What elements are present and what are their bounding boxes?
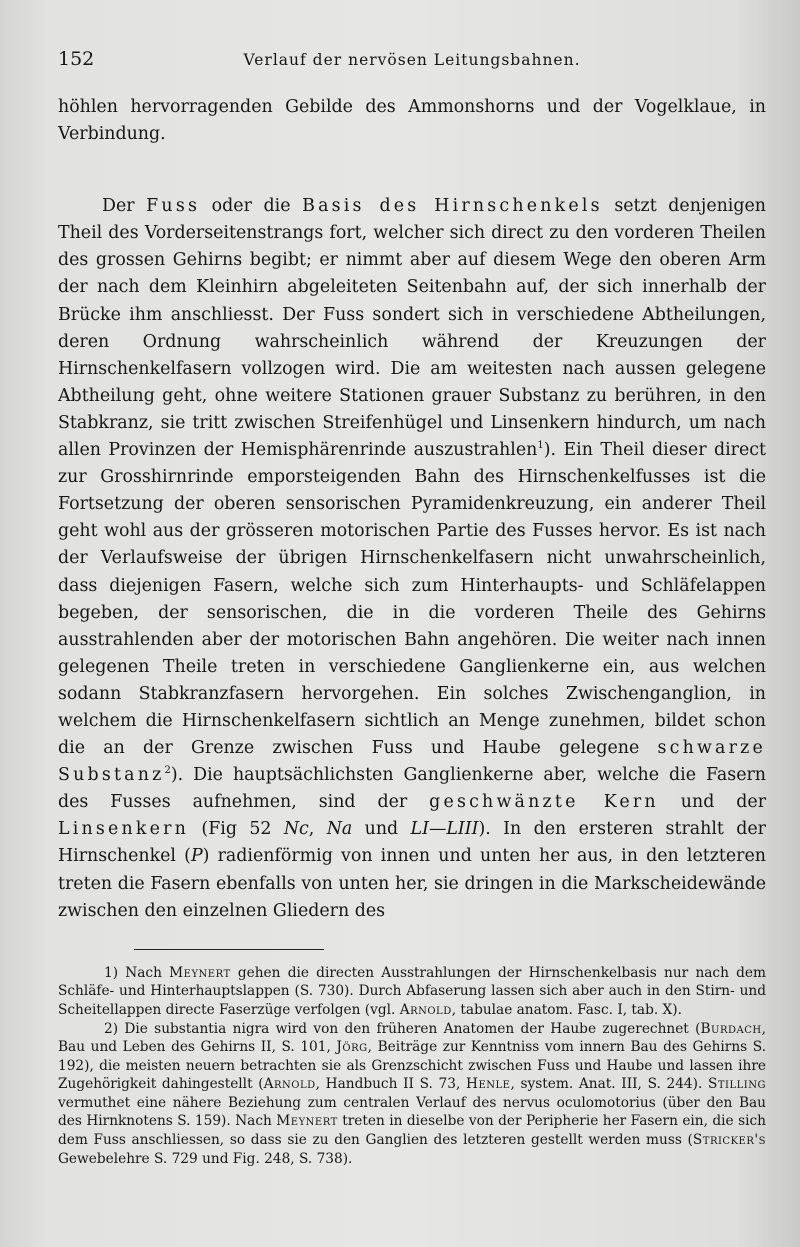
running-head: Verlauf der nervösen Leitungsbahnen. [243,51,581,69]
footnote-2: 2) Die substantia nigra wird von den früheren Anatomen der Haube zugerechnet (Burdach, Bau und Leben des Gehirns II, S. 101, Jörg, Beiträge zur Kenntniss vom innern Bau des Gehirns S. 192), die meisten neuern betrachten sie als Grenzschicht zwischen Fuss und Haube und lassen ihre Zugehörigkeit dahingestellt (Arnold, Handbuch II S. 73, Henle, system. Anat. III, S. 244). Stilling vermuthet eine nähere Beziehung zum centralen Verlauf des nervus oculomotorius (über den Bau des Hirnknotens S. 159). Nach Meynert treten in dieselbe von der Peripherie her Fasern ein, die sich dem Fuss anschliessen, so dass sie zu den Ganglien des letzteren gestellt werden muss (Stricker's Gewebelehre S. 729 und Fig. 248, S. 738). [58,1020,766,1167]
page-number: 152 [58,48,95,70]
spaced-term-geschwaenzte-kern: geschwänzte Kern [429,792,659,813]
continued-paragraph: höhlen hervorragenden Gebilde des Ammonshorns und der Vogelklaue, in Verbindung. [58,97,766,145]
figure-label-nc: Nc [283,819,309,840]
figure-label-na: Na [326,819,353,840]
footnotes [58,964,766,1169]
footnote-1: 1) Nach Meynert gehen die directen Ausstrahlungen der Hirnschenkelbasis nur nach dem Schläfe- und Hinterhauptslappen (S. 730). Durch Abfaserung lassen sich aber auch in den Stirn- und Scheitellappen directe Faserzüge verfolgen (vgl. Arnold, tabulae anatom. Fasc. I, tab. X). [58,964,766,1018]
spaced-term-linsenkern: Linsenkern [58,819,190,840]
spaced-term-basis: Basis des Hirnschenkels [302,196,603,217]
figure-label-p: P [190,846,203,867]
paragraph-hirnschenkel: Der Fuss oder die Basis des Hirnschenkels setzt denjenigen Theil des Vorderseitenstrangs fort, welcher sich direct zu den vorderen Theilen des grossen Gehirns begibt; er nimmt aber auf diesem Wege den oberen Arm der nach dem Kleinhirn abgeleiteten Seitenbahn auf, der sich innerhalb der Brücke ihm anschliesst. Der Fuss sondert sich in verschiedene Abtheilungen, deren Ordnung wahrscheinlich während der Kreuzungen der Hirnschenkelfasern vollzogen wird. Die am weitesten nach aussen gelegene Abtheilung geht, ohne weitere Stationen grauer Substanz zu berühren, in den Stabkranz, sie tritt zwischen Streifenhügel und Linsenkern hindurch, um nach allen Provinzen der Hemisphärenrinde auszustrahlen$^1$). Ein Theil dieser direct zur Grosshirnrinde emporsteigenden Bahn des Hirnschenkelfusses ist die Fortsetzung der oberen sensorischen Pyramidenkreuzung, ein anderer Theil geht wohl aus der grösseren motorischen Partie des Fusses hervor. Es ist nach der Verlaufsweise der übrigen Hirnschenkelfasern nicht unwahrscheinlich, dass diejenigen Fasern, welche sich zum Hinterhaupts- und Schläfelappen begeben, der sensorischen, die in die vorderen Theile des Gehirns ausstrahlenden aber der motorischen Bahn angehören. Die weiter nach innen gelegenen Theile treten in verschiedene Ganglienkerne ein, aus welchen sodann Stabkranzfasern hervorgehen. Ein solches Zwischenganglion, in welchem die Hirnschenkelfasern sichtlich an Menge zunehmen, bildet schon die an der Grenze zwischen Fuss und Haube gelegene schwarze Substanz$^2$). Die hauptsächlichsten Ganglienkerne aber, welche die Fasern des Fusses aufnehmen, sind der geschwänzte Kern und der Linsenkern (Fig 52 Nc, Na und LI—LIII). In den ersteren strahlt der Hirnschenkel (P) radienförmig von innen und unten her aus, in den letzteren treten die Fasern ebenfalls von unten her, sie dringen in die Markscheidewände zwischen den einzelnen Gliedern des [58,196,767,921]
spaced-term-fuss: Fuss [146,196,201,217]
footnote-divider [134,949,324,950]
spaced-term-schwarze-substanz: schwarze Substanz [58,738,766,786]
footnote-ref-1: 1 [537,440,544,452]
figure-label-li-liii: LI—LIII [410,819,479,840]
main-text [58,94,766,925]
page-header [58,48,766,82]
footnote-ref-2: 2 [164,765,171,777]
